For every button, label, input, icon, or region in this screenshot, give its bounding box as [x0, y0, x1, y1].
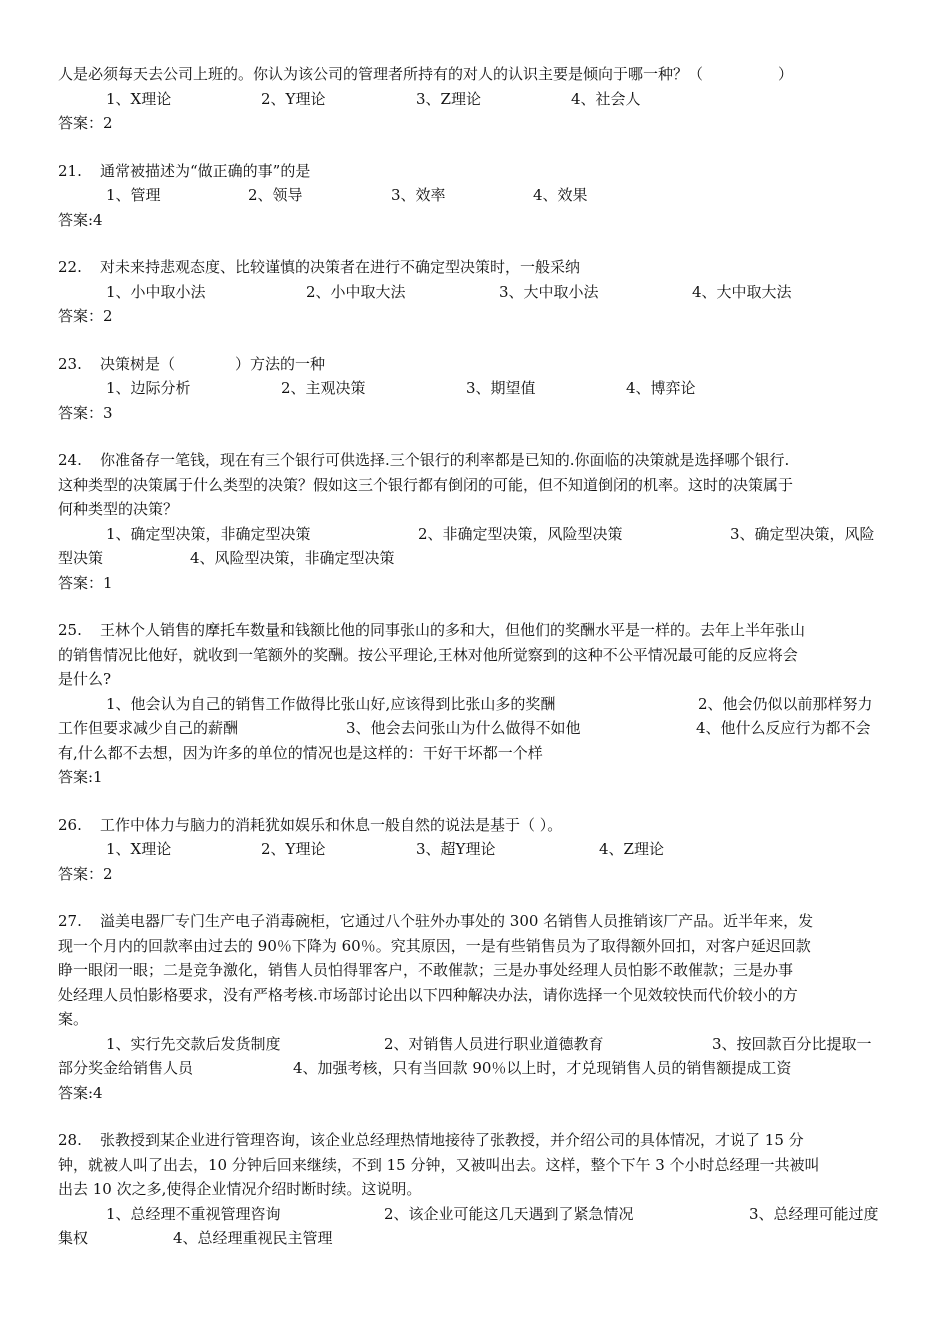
option-3: 3、超Y理论: [416, 840, 496, 858]
option-4: 4、社会人: [571, 89, 641, 108]
option-4: 4、博弈论: [626, 379, 696, 397]
question-28: [58, 1128, 898, 1251]
question-stem: 工作中体力与脑力的消耗犹如娱乐和休息一般自然的说法是基于（ ）。: [100, 815, 563, 834]
option-3: 3、按回款百分比提取一: [712, 1034, 872, 1053]
answer: 答案:4: [58, 210, 103, 229]
option-3: 3、效率: [391, 186, 446, 204]
question-21: [58, 159, 898, 233]
question-23-options: [58, 376, 898, 401]
question-22-options: [58, 280, 898, 305]
option-4-cont: 有,什么都不去想，因为许多的单位的情况也是这样的：干好干坏都一个样: [58, 743, 543, 762]
question-stem: 决策树是（ ）方法的一种: [100, 354, 326, 373]
question-stem-line: 的销售情况比他好，就收到一笔额外的奖酬。按公平理论,王林对他所觉察到的这种不公平情况最可能的反应将会: [58, 645, 798, 664]
option-2: 2、非确定型决策，风险型决策: [418, 524, 623, 543]
question-stem-line: 溢美电器厂专门生产电子消毒碗柜，它通过八个驻外办事处的 300 名销售人员推销该厂产品。近半年来，发: [100, 912, 814, 930]
question-number: 26.: [58, 815, 82, 834]
question-stem-line: 何种类型的决策？: [58, 500, 179, 518]
option-3-cont: 型决策: [58, 549, 104, 567]
question-stem: 通常被描述为“做正确的事”的是: [100, 161, 311, 180]
question-25: [58, 618, 898, 790]
option-1: 1、实行先交款后发货制度: [106, 1034, 281, 1053]
question-number: 21.: [58, 161, 82, 180]
option-3: 3、大中取小法: [499, 282, 599, 301]
option-1: 1、他会认为自己的销售工作做得比张山好,应该得到比张山多的奖酬: [106, 694, 556, 713]
question-26: [58, 813, 898, 887]
option-2: 2、Y理论: [261, 840, 326, 858]
option-3: 3、总经理可能过度: [749, 1204, 879, 1223]
question-21-options: [58, 183, 898, 208]
answer: 答案：3: [58, 403, 113, 422]
question-number: 24.: [58, 451, 82, 469]
question-28-options-line: [58, 1226, 898, 1251]
option-1: 1、边际分析: [106, 379, 191, 397]
option-4: 4、效果: [533, 186, 588, 204]
option-4: 4、总经理重视民主管理: [173, 1229, 333, 1247]
question-stem-line: 是什么?: [58, 670, 112, 688]
question-24-options-line: [58, 522, 898, 547]
option-2: 2、领导: [248, 186, 303, 204]
answer: 答案:1: [58, 768, 103, 786]
option-4: 4、Z理论: [599, 840, 664, 858]
option-2: 2、他会仍似以前那样努力: [698, 694, 873, 713]
option-1: 1、管理: [106, 186, 161, 204]
question-stem-line: 王林个人销售的摩托车数量和钱额比他的同事张山的多和大，但他们的奖酬水平是一样的。去年上半年张山: [100, 621, 806, 639]
option-2-cont: 工作但要求减少自己的薪酬: [58, 719, 239, 737]
question-number: 25.: [58, 621, 82, 639]
question-24: [58, 448, 898, 595]
option-4: 4、加强考核，只有当回款 90％以上时，才兑现销售人员的销售额提成工资: [293, 1059, 792, 1077]
option-1: 1、小中取小法: [106, 282, 206, 301]
question-25-options-line: [58, 716, 898, 741]
option-4: 4、大中取大法: [692, 282, 792, 301]
option-2: 2、Y理论: [261, 89, 326, 108]
option-4: 4、他什么反应行为都不会: [696, 719, 871, 737]
question-stem-line: 钟，就被人叫了出去，10 分钟后回来继续，不到 15 分钟，又被叫出去。这样，整个下午 3 个小时总经理一共被叫: [58, 1155, 820, 1174]
question-stem-line: 案。: [58, 1010, 89, 1028]
option-2: 2、小中取大法: [306, 282, 406, 301]
question-stem-line: 出去 10 次之多,使得企业情况介绍时断时续。这说明。: [58, 1180, 422, 1198]
option-3: 3、确定型决策，风险: [730, 524, 875, 543]
option-3: 3、他会去问张山为什么做得不如他: [346, 719, 581, 737]
option-2: 2、对销售人员进行职业道德教育: [384, 1034, 604, 1053]
answer: 答案：2: [58, 864, 113, 883]
question-27-options-line: [58, 1032, 898, 1057]
question-stem-line: 张教授到某企业进行管理咨询，该企业总经理热情地接待了张教授，并介绍公司的具体情况，才说了 15 分: [100, 1131, 804, 1149]
question-number: 23.: [58, 354, 82, 373]
question-stem-line: 处经理人员怕影格要求，没有严格考核.市场部讨论出以下四种解决办法，请你选择一个见效较快而代价较小的方: [58, 985, 798, 1004]
option-3-cont: 部分奖金给销售人员: [58, 1059, 194, 1077]
question-24-options-line: [58, 546, 898, 571]
option-1: 1、确定型决策，非确定型决策: [106, 524, 311, 543]
answer: 答案:4: [58, 1083, 103, 1102]
question-stem-line: 你准备存一笔钱，现在有三个银行可供选择.三个银行的利率都是已知的.你面临的决策就是选择哪个银行.: [100, 451, 790, 469]
option-1: 1、总经理不重视管理咨询: [106, 1204, 281, 1223]
question-document: [58, 62, 898, 1274]
question-20-options: [58, 87, 898, 112]
question-20: [58, 62, 898, 136]
answer: 答案：2: [58, 307, 113, 325]
option-4: 4、风险型决策，非确定型决策: [190, 549, 395, 567]
question-28-options-line: [58, 1202, 898, 1227]
option-3: 3、期望值: [466, 379, 536, 397]
question-stem: 对未来持悲观态度、比较谨慎的决策者在进行不确定型决策时，一般采纳: [100, 258, 581, 276]
option-2: 2、该企业可能这几天遇到了紧急情况: [384, 1204, 634, 1223]
answer: 答案：2: [58, 114, 113, 132]
question-number: 28.: [58, 1131, 82, 1149]
option-3: 3、Z理论: [416, 89, 481, 108]
question-26-options: [58, 837, 898, 862]
question-number: 27.: [58, 912, 82, 930]
question-20-stem: 人是必须每天去公司上班的。你认为该公司的管理者所持有的对人的认识主要是倾向于哪一种？（ ）: [58, 65, 794, 83]
question-23: [58, 352, 898, 426]
question-stem-line: 睁一眼闭一眼；二是竞争激化，销售人员怕得罪客户，不敢催款；三是办事处经理人员怕影不敢催款；三是办事: [58, 961, 794, 979]
question-stem-line: 现一个月内的回款率由过去的 90％下降为 60％。究其原因，一是有些销售员为了取得额外回扣，对客户延迟回款: [58, 936, 811, 955]
question-27-options-line: [58, 1056, 898, 1081]
question-27: [58, 909, 898, 1105]
option-1: 1、X理论: [106, 89, 172, 108]
question-number: 22.: [58, 258, 82, 276]
question-25-options-line: [58, 692, 898, 717]
option-3-cont: 集权: [58, 1229, 89, 1247]
question-stem-line: 这种类型的决策属于什么类型的决策？假如这三个银行都有倒闭的可能，但不知道倒闭的机率。这时的决策属于: [58, 475, 794, 494]
question-22: [58, 255, 898, 329]
option-1: 1、X理论: [106, 840, 172, 858]
option-2: 2、主观决策: [281, 379, 366, 397]
answer: 答案：1: [58, 573, 113, 592]
